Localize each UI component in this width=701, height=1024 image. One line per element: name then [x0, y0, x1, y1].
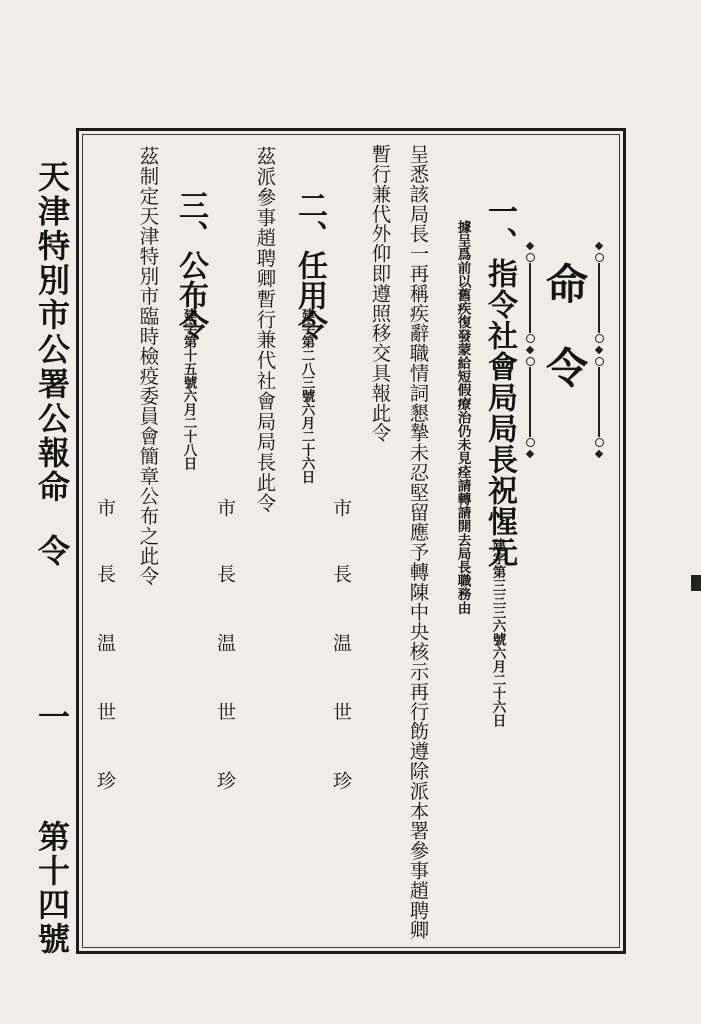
order-1-signature: 市 長 温 世 珍 — [330, 498, 352, 804]
ornament-rule-left — [523, 240, 537, 460]
order-3-heading: 三、公布令 — [173, 190, 208, 340]
order-1-body-line-2: 暫行兼代外仰即遵照移交具報此令 — [368, 144, 392, 443]
order-1-recital: 據呈爲前以舊疾復發蒙給短假療治仍未見痊請轉請開去局長職務由 — [454, 220, 471, 615]
publication-title: 天津特別市公署公報 — [33, 160, 71, 471]
issue-number: 第十四號 — [33, 820, 71, 956]
order-3-signature: 市 長 温 世 珍 — [94, 498, 116, 804]
order-2-signature: 市 長 温 世 珍 — [214, 498, 236, 804]
order-2-body: 茲派參事趙聘卿暫行兼代社會局局長此令 — [253, 146, 277, 514]
page-edge-mark — [691, 575, 701, 591]
order-2-heading: 二、任用令 — [292, 190, 327, 340]
order-3-ref: 建字第十五號六月二十八日 — [180, 308, 197, 470]
section-title: 命 令 — [540, 262, 589, 388]
order-1-heading: 一、指令社會局局長祝惺元 — [482, 196, 517, 568]
order-3-body: 茲制定天津特別市臨時檢疫委員會簡章公布之此令 — [136, 146, 160, 586]
page-number: 一 — [33, 700, 71, 732]
ornament-rule-right — [592, 240, 606, 460]
order-2-ref: 建字第二八三號六月二十六日 — [298, 308, 315, 484]
section-label: 命 令 — [33, 470, 71, 566]
order-1-ref: 建字第三三三六號六月二十六日 — [489, 538, 506, 727]
order-1-body-line-1: 呈悉該局長一再稱疾辭職情詞懇摯未忍堅留應予轉陳中央核示再行飭遵除派本署參事趙聘卿 — [406, 144, 430, 940]
